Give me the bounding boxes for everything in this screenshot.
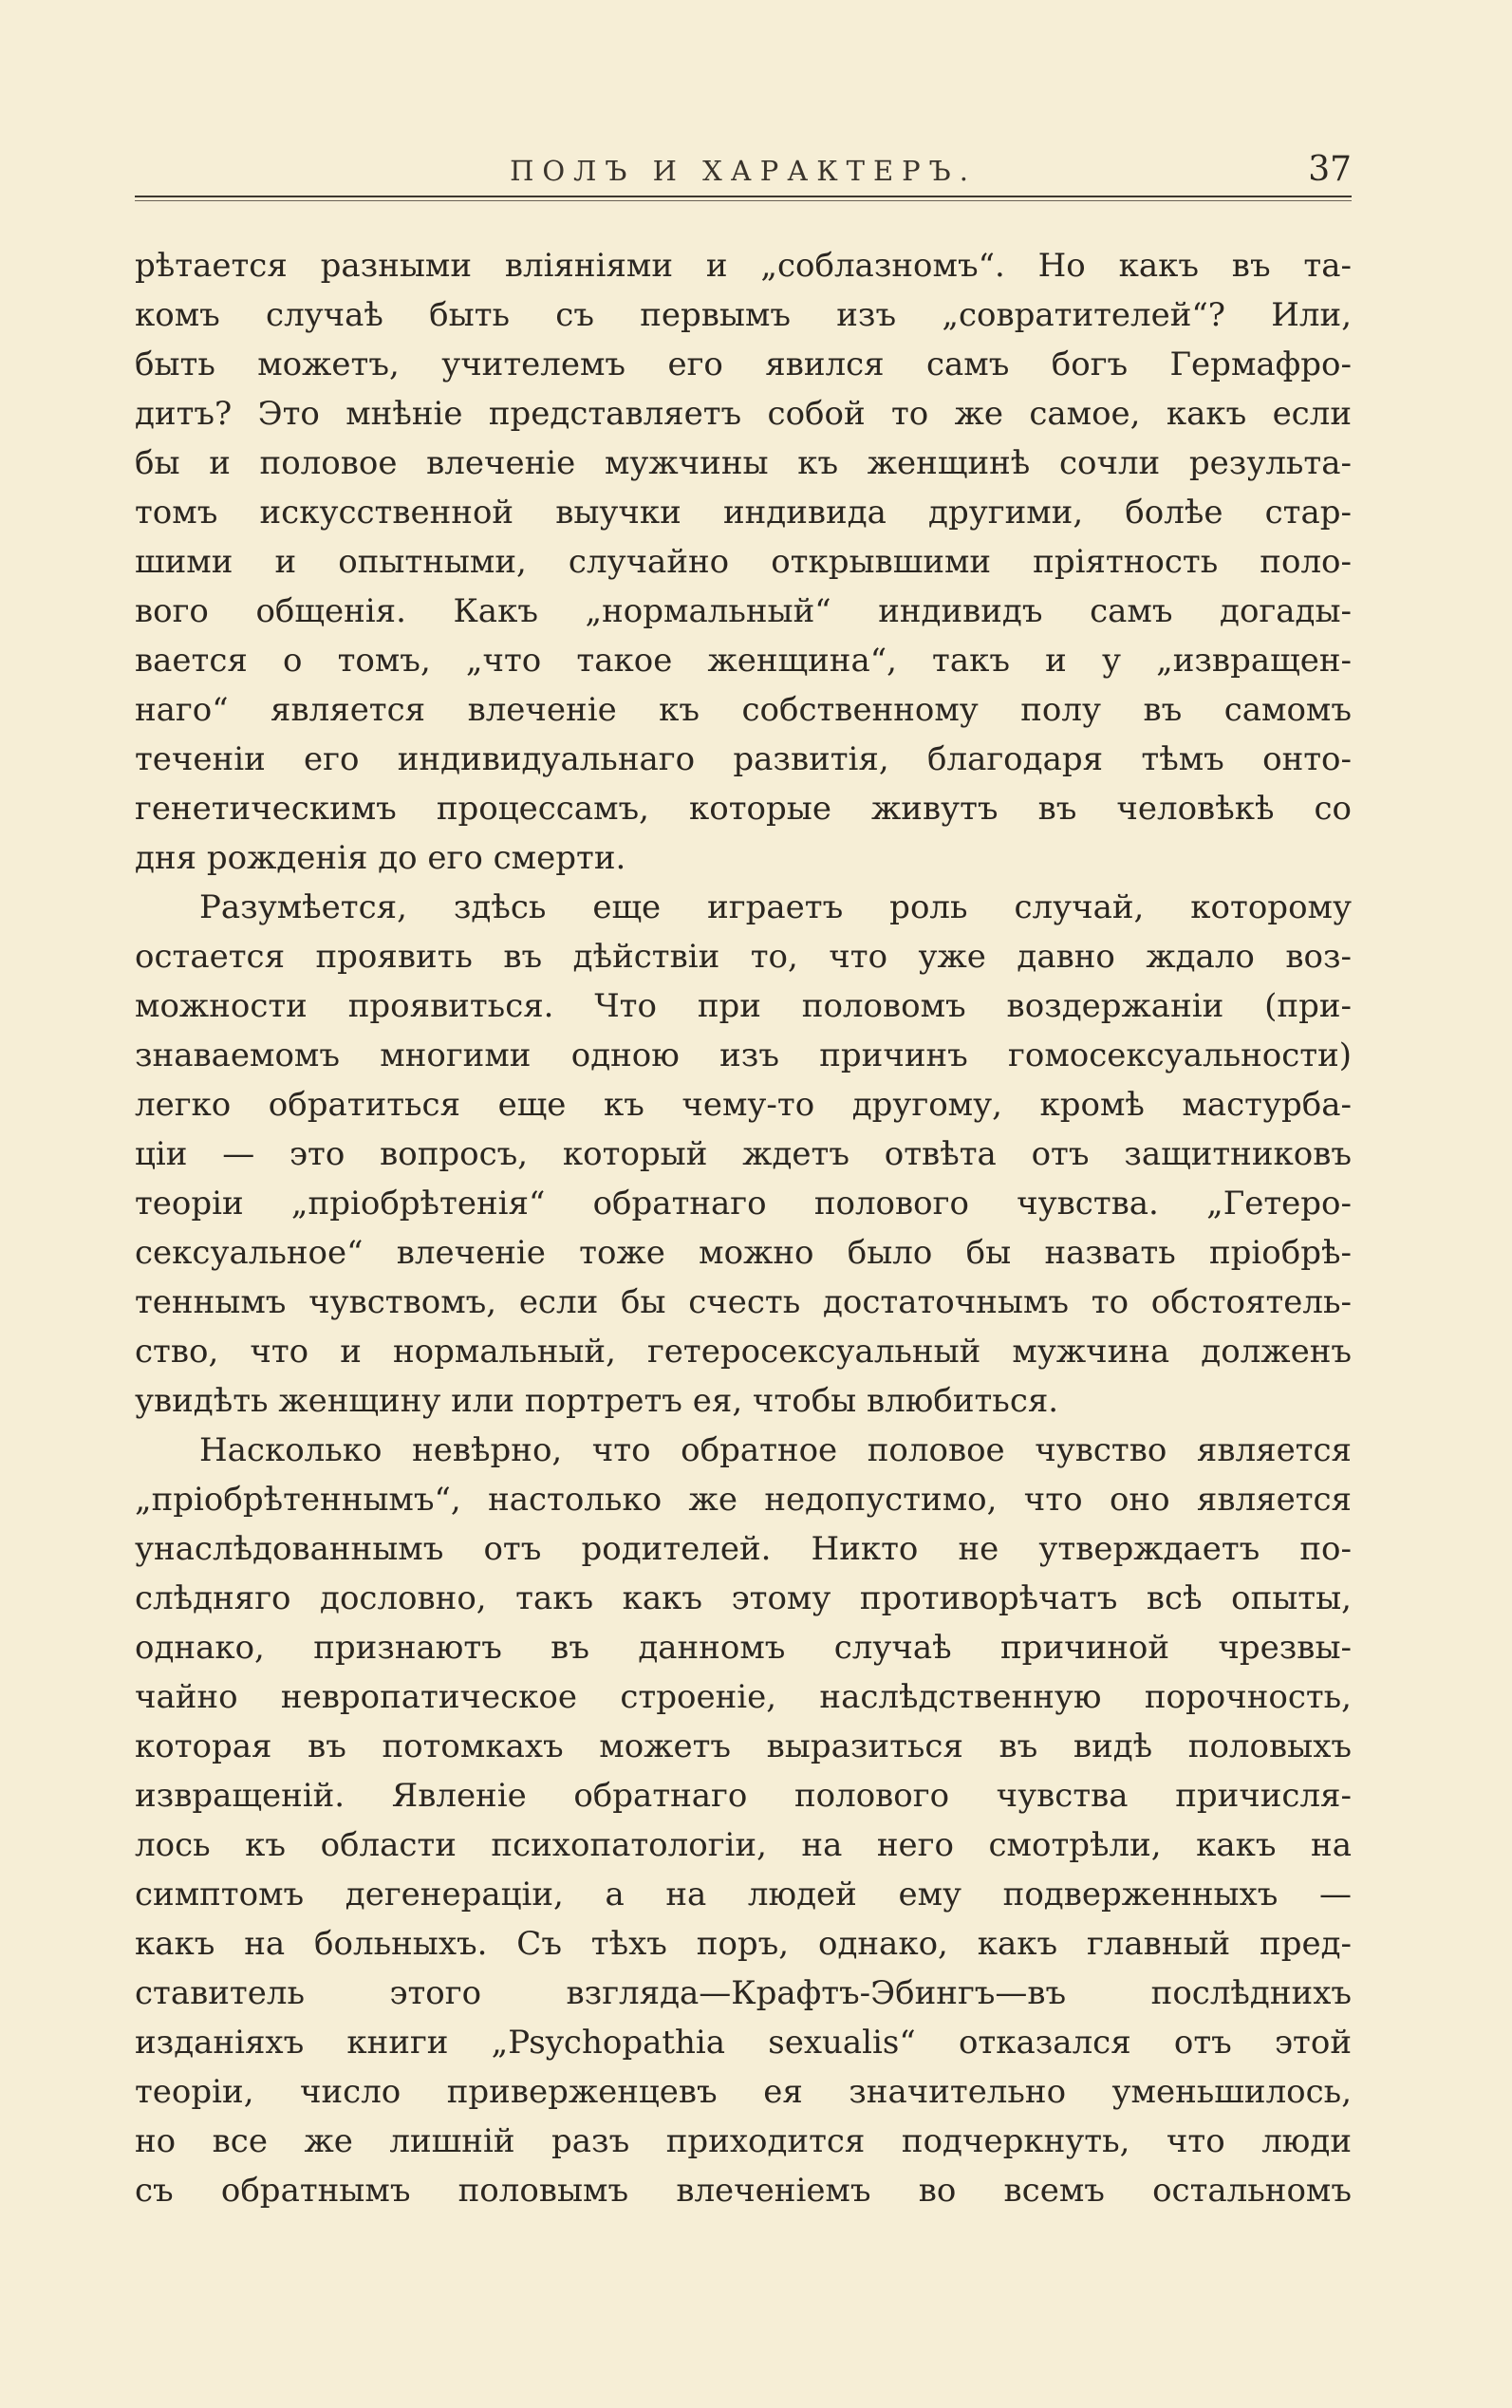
text-line: какъ на больныхъ. Съ тѣхъ поръ, однако, какъ главный пред-	[135, 1925, 1352, 1963]
text-line: ство, что и нормальный, гетеросексуальный мужчина долженъ	[135, 1333, 1352, 1371]
text-line: комъ случаѣ быть съ первымъ изъ „совратителей“? Или,	[135, 296, 1352, 334]
paragraph-start-line: Насколько невѣрно, что обратное половое чувство является	[199, 1431, 1352, 1469]
paragraph-end-line: увидѣть женщину или портретъ ея, чтобы влюбиться.	[135, 1382, 1059, 1420]
page-number: 37	[1308, 150, 1352, 189]
text-line: дитъ? Это мнѣніе представляетъ собой то же самое, какъ если	[135, 395, 1352, 433]
text-line: теченіи его индивидуальнаго развитія, благодаря тѣмъ онто-	[135, 740, 1352, 778]
text-line: можности проявиться. Что при половомъ воздержаніи (при-	[135, 987, 1352, 1025]
text-line: но все же лишній разъ приходится подчеркнуть, что люди	[135, 2122, 1352, 2160]
text-line: быть можетъ, учителемъ его явился самъ богъ Гермафро-	[135, 345, 1352, 383]
text-line: сексуальное“ влеченіе тоже можно было бы назвать пріобрѣ-	[135, 1234, 1352, 1272]
text-line: легко обратиться еще къ чему-то другому, кромѣ мастурба-	[135, 1086, 1352, 1124]
header-rule-thin	[135, 200, 1352, 201]
text-line: изданіяхъ книги „Psychopathia sexualis“ отказался отъ этой	[135, 2024, 1352, 2062]
text-line: вого общенія. Какъ „нормальный“ индивидъ самъ догады-	[135, 592, 1352, 630]
running-title: ПОЛЪ И ХАРАКТЕРЪ.	[510, 155, 977, 187]
text-line: съ обратнымъ половымъ влеченіемъ во всемъ остальномъ	[135, 2172, 1352, 2210]
text-line: знаваемомъ многими одною изъ причинъ гомосексуальности)	[135, 1036, 1352, 1074]
text-line: унаслѣдованнымъ отъ родителей. Никто не утверждаетъ по-	[135, 1530, 1352, 1568]
text-line: однако, признаютъ въ данномъ случаѣ причиной чрезвы-	[135, 1629, 1352, 1667]
page-header	[135, 152, 1352, 194]
text-line: которая въ потомкахъ можетъ выразиться въ видѣ половыхъ	[135, 1727, 1352, 1765]
text-line: наго“ является влеченіе къ собственному полу въ самомъ	[135, 691, 1352, 729]
paragraph-end-line: дня рожденія до его смерти.	[135, 839, 626, 877]
text-line: слѣдняго дословно, такъ какъ этому противорѣчатъ всѣ опыты,	[135, 1579, 1352, 1617]
text-line: томъ искусственной выучки индивида другими, болѣе стар-	[135, 494, 1352, 532]
text-line: ставитель этого взгляда—Крафтъ-Эбингъ—въ послѣднихъ	[135, 1974, 1352, 2012]
text-line: теоріи, число приверженцевъ ея значительно уменьшилось,	[135, 2073, 1352, 2111]
text-line: вается о томъ, „что такое женщина“, такъ и у „извращен-	[135, 642, 1352, 680]
body-text	[135, 241, 1352, 2215]
text-line: ціи — это вопросъ, который ждетъ отвѣта отъ защитниковъ	[135, 1135, 1352, 1173]
text-line: рѣтается разными вліяніями и „соблазномъ“. Но какъ въ та-	[135, 247, 1352, 285]
text-line: шими и опытными, случайно открывшими пріятность поло-	[135, 543, 1352, 581]
text-line: остается проявить въ дѣйствіи то, что уже давно ждало воз-	[135, 938, 1352, 976]
text-line: симптомъ дегенераціи, а на людей ему подверженныхъ —	[135, 1876, 1352, 1913]
text-line: извращеній. Явленіе обратнаго полового чувства причисля-	[135, 1777, 1352, 1815]
text-line: генетическимъ процессамъ, которые живутъ въ человѣкѣ со	[135, 790, 1352, 828]
text-line: „пріобрѣтеннымъ“, настолько же недопустимо, что оно является	[135, 1481, 1352, 1519]
text-line: теоріи „пріобрѣтенія“ обратнаго полового чувства. „Гетеро-	[135, 1185, 1352, 1223]
text-line: теннымъ чувствомъ, если бы счесть достаточнымъ то обстоятель-	[135, 1283, 1352, 1321]
text-line: лось къ области психопатологіи, на него смотрѣли, какъ на	[135, 1826, 1352, 1864]
header-rule	[135, 196, 1352, 197]
text-line: чайно невропатическое строеніе, наслѣдственную порочность,	[135, 1678, 1352, 1716]
text-line: бы и половое влеченіе мужчины къ женщинѣ сочли результа-	[135, 444, 1352, 482]
paragraph-start-line: Разумѣется, здѣсь еще играетъ роль случай, которому	[199, 888, 1352, 926]
